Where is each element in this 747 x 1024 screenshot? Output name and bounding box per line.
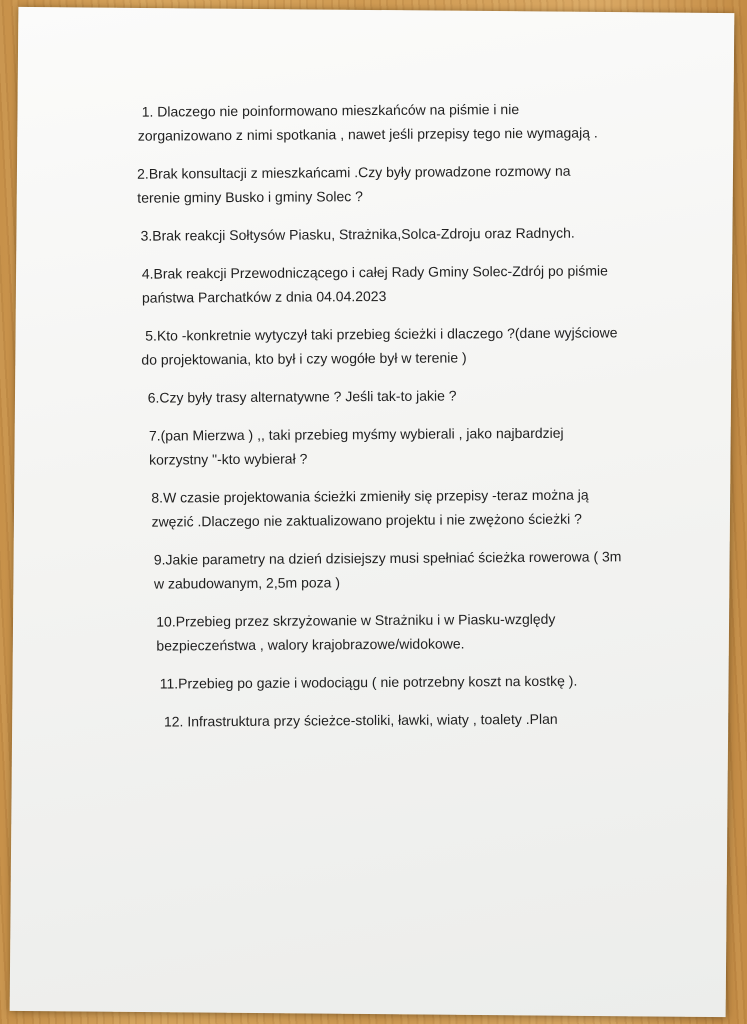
item-line: 2.Brak konsultacji z mieszkańcami .Czy były prowadzone rozmowy na xyxy=(137,162,571,182)
list-item xyxy=(162,706,686,734)
item-line: terenie gminy Busko i gminy Solec ? xyxy=(137,188,363,206)
item-line: 3.Brak reakcji Sołtysów Piasku, Strażnika,Solca-Zdroju oraz Radnych. xyxy=(140,224,575,244)
item-line: 10.Przebieg przez skrzyżowanie w Strażniku i w Piasku-względy xyxy=(156,610,556,630)
item-line: zorganizowano z nimi spotkania , nawet jeśli przepisy tego nie wymagają . xyxy=(137,124,598,144)
item-line: bezpieczeństwa , walory krajobrazowe/widokowe. xyxy=(156,635,465,654)
list-item xyxy=(149,420,684,472)
list-item xyxy=(156,606,685,658)
item-line: 8.W czasie projektowania ścieżki zmieniły się przepisy -teraz można ją xyxy=(151,486,589,506)
list-item xyxy=(160,668,686,696)
item-line: w zabudowanym, 2,5m poza ) xyxy=(153,574,341,592)
item-line: 4.Brak reakcji Przewodniczącego i całej Rady Gminy Solec-Zdrój po piśmie xyxy=(141,262,608,282)
item-line: do projektowania, kto był i czy wogółe był w terenie ) xyxy=(141,349,467,368)
item-line: zwęzić .Dlaczego nie zaktualizowano projektu i nie zwężono ścieżki ? xyxy=(151,510,582,530)
list-item xyxy=(138,96,682,148)
item-line: 12. Infrastruktura przy ścieżce-stoliki, ławki, wiaty , toalety .Plan xyxy=(163,710,558,730)
list-item xyxy=(148,382,684,410)
item-line: 1. Dlaczego nie poinformowano mieszkańców na piśmie i nie xyxy=(141,101,520,120)
item-line: 7.(pan Mierzwa ) ,, taki przebieg myśmy wybierali , jako najbardziej xyxy=(148,424,564,444)
item-line: państwa Parchatków z dnia 04.04.2023 xyxy=(141,287,387,306)
question-list xyxy=(122,96,687,748)
item-line: 9.Jakie parametry na dzień dzisiejszy musi spełniać ścieżka rowerowa ( 3m xyxy=(153,548,622,568)
list-item xyxy=(151,482,684,534)
list-item xyxy=(137,158,682,210)
list-item xyxy=(142,258,683,310)
list-item xyxy=(154,544,685,596)
item-line: 6.Czy były trasy alternatywne ? Jeśli tak-to jakie ? xyxy=(147,387,457,406)
paper-sheet xyxy=(10,7,735,1017)
list-item xyxy=(140,220,682,248)
item-line: 5.Kto -konkretnie wytyczył taki przebieg ścieżki i dlaczego ?(dane wyjściowe xyxy=(145,324,618,344)
list-item xyxy=(141,320,683,372)
item-line: korzystny "-kto wybierał ? xyxy=(149,450,308,468)
item-line: 11.Przebieg po gazie i wodociągu ( nie potrzebny koszt na kostkę ). xyxy=(159,672,578,692)
